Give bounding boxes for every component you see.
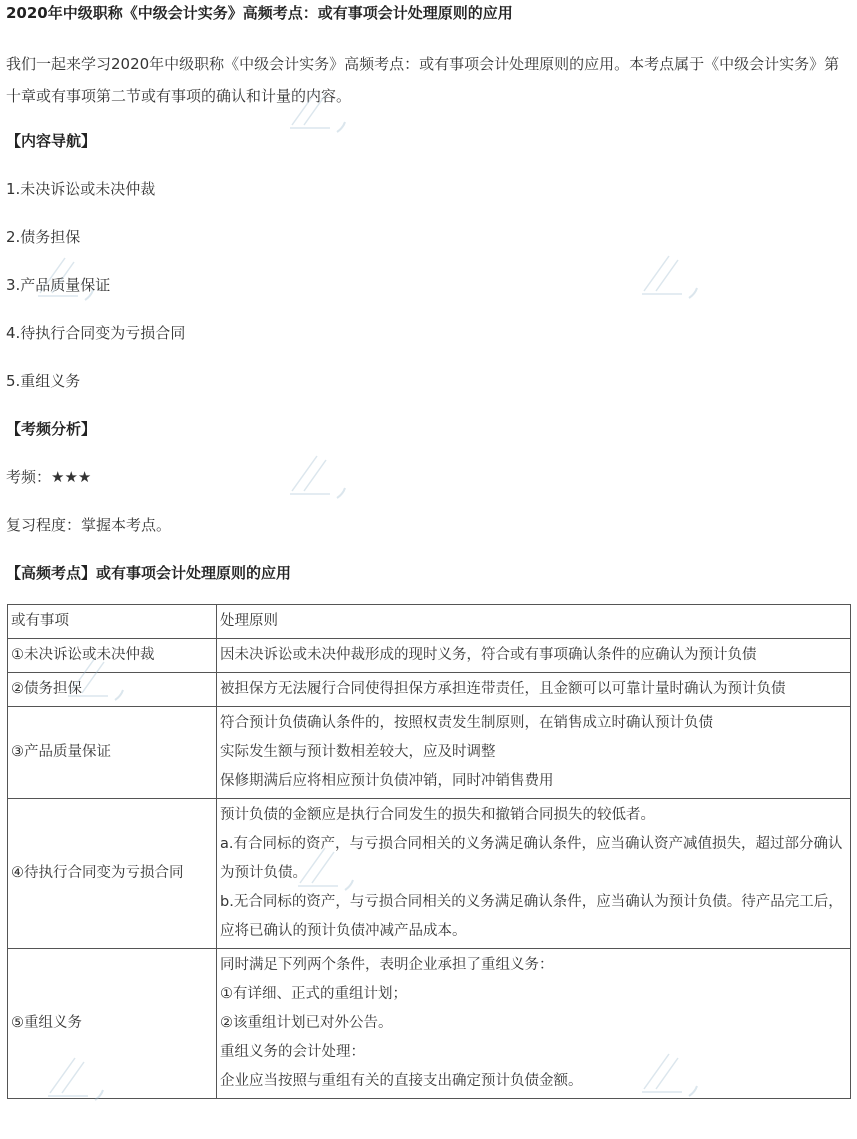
table-row [8, 639, 851, 673]
principle-line: ②该重组计划已对外公告。 [220, 1015, 393, 1031]
principle-line: 同时满足下列两个条件，表明企业承担了重组义务： [220, 957, 554, 973]
contingency-item-cell: ②债务担保 [8, 673, 217, 707]
principle-line: 被担保方无法履行合同使得担保方承担连带责任，且金额可以可靠计量时确认为预计负债 [220, 681, 786, 697]
nav-item: 2.债务担保 [6, 228, 81, 246]
nav-heading: 【内容导航】 [6, 132, 97, 150]
principle-line: 重组义务的会计处理： [220, 1044, 365, 1060]
table-header-row [8, 605, 851, 639]
watermark-icon [282, 446, 352, 506]
principle-line: b.无合同标的资产，与亏损合同相关的义务满足确认条件，应当确认为预计负债。待产品完工后，应将已确认的预计负债冲减产品成本。 [220, 894, 843, 939]
header-cell-principle: 处理原则 [217, 605, 851, 639]
nav-item: 5.重组义务 [6, 372, 81, 390]
contingency-item-cell: ⑤重组义务 [8, 949, 217, 1099]
principle-line: 企业应当按照与重组有关的直接支出确定预计负债金额。 [220, 1073, 583, 1089]
article-title: 2020年中级职称《中级会计实务》高频考点：或有事项会计处理原则的应用 [6, 4, 513, 22]
watermark-icon [30, 248, 100, 308]
header-cell-item: 或有事项 [8, 605, 217, 639]
principle-line: 因未决诉讼或未决仲裁形成的现时义务，符合或有事项确认条件的应确认为预计负债 [220, 647, 757, 663]
review-level-line: 复习程度：掌握本考点。 [6, 516, 172, 534]
watermark-icon [634, 246, 704, 306]
principle-line: ①有详细、正式的重组计划； [220, 986, 407, 1002]
table-row [8, 799, 851, 949]
table-row [8, 673, 851, 707]
principle-line: 预计负债的金额应是执行合同发生的损失和撤销合同损失的较低者。 [220, 807, 655, 823]
table-row [8, 949, 851, 1099]
principle-line: a.有合同标的资产，与亏损合同相关的义务满足确认条件，应当确认资产减值损失，超过部分确认为预计负债。 [220, 836, 843, 881]
principle-cell [217, 949, 851, 1099]
analysis-heading: 【考频分析】 [6, 420, 97, 438]
contingency-item-cell: ④待执行合同变为亏损合同 [8, 799, 217, 949]
intro-paragraph: 我们一起来学习2020年中级职称《中级会计实务》高频考点：或有事项会计处理原则的应用。本考点属于《中级会计实务》第十章或有事项第二节或有事项的确认和计量的内容。 [6, 55, 840, 105]
principle-line: 符合预计负债确认条件的，按照权责发生制原则，在销售成立时确认预计负债 [220, 715, 713, 731]
principle-cell [217, 639, 851, 673]
contingency-item-cell: ①未决诉讼或未决仲裁 [8, 639, 217, 673]
section-heading: 【高频考点】或有事项会计处理原则的应用 [6, 564, 292, 582]
principle-line: 保修期满后应将相应预计负债冲销，同时冲销售费用 [220, 773, 554, 789]
principle-cell [217, 707, 851, 799]
watermark-icon [282, 80, 352, 140]
table-row [8, 707, 851, 799]
watermark-icon [290, 838, 360, 898]
contingency-item-cell: ③产品质量保证 [8, 707, 217, 799]
nav-item: 3.产品质量保证 [6, 276, 111, 294]
nav-item: 4.待执行合同变为亏损合同 [6, 324, 186, 342]
watermark-icon [634, 1044, 704, 1104]
nav-item: 1.未决诉讼或未决仲裁 [6, 180, 156, 198]
watermark-icon [40, 1048, 110, 1108]
principles-table [7, 604, 851, 1099]
watermark-icon [60, 648, 130, 708]
principle-line: 实际发生额与预计数相差较大，应及时调整 [220, 744, 496, 760]
frequency-line: 考频：★★★ [6, 468, 92, 486]
principle-cell [217, 673, 851, 707]
